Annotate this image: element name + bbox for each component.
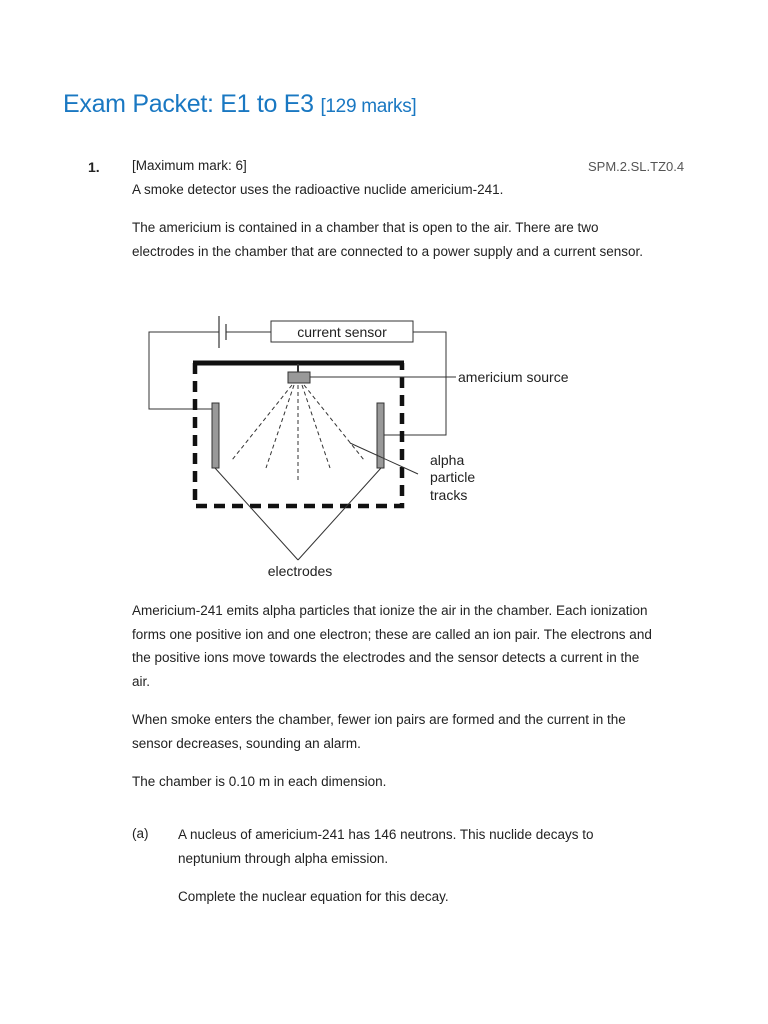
paragraph-4: The chamber is 0.10 m in each dimension. xyxy=(132,774,387,789)
power-supply xyxy=(219,316,226,348)
smoke-detector-diagram xyxy=(140,308,600,588)
title-text: Exam Packet: E1 to E3 xyxy=(63,90,314,118)
part-a-text: A nucleus of americium-241 has 146 neutrons. This nuclide decays to neptunium through alpha emission. xyxy=(178,827,594,866)
alpha-tracks xyxy=(232,385,364,483)
electrodes-pointer xyxy=(215,468,381,560)
electrodes-label: electrodes xyxy=(267,563,333,579)
americium-source-label: americium source xyxy=(458,369,569,385)
alpha-label-3: tracks xyxy=(430,487,468,503)
paragraph-2: Americium-241 emits alpha particles that ionize the air in the chamber. Each ionization forms one positive ion and one electron; these are called an ion pair. The electrons and the positive ions move towards the electrodes and the sensor detects a current in the air. xyxy=(132,603,652,689)
question-reference: SPM.2.SL.TZ0.4 xyxy=(588,159,685,174)
question-intro: A smoke detector uses the radioactive nuclide americium-241. xyxy=(132,182,504,197)
americium-source xyxy=(288,364,310,383)
title-marks: [129 marks] xyxy=(320,96,417,117)
max-mark: [Maximum mark: 6] xyxy=(132,158,247,173)
alpha-label-2: particle xyxy=(430,469,476,485)
alpha-label-1: alpha xyxy=(430,452,465,468)
left-electrode xyxy=(212,403,219,468)
paragraph-3: When smoke enters the chamber, fewer ion pairs are formed and the current in the sensor decreases, sounding an alarm. xyxy=(132,712,626,751)
current-sensor-label: current sensor xyxy=(297,324,387,340)
paragraph-1: The americium is contained in a chamber that is open to the air. There are two electrodes in the chamber that are connected to a power supply and a current sensor. xyxy=(132,220,644,259)
part-a-instruction: Complete the nuclear equation for this decay. xyxy=(178,889,449,904)
question-number: 1. xyxy=(88,159,100,175)
part-a-label: (a) xyxy=(132,826,149,841)
page-title xyxy=(63,90,416,119)
